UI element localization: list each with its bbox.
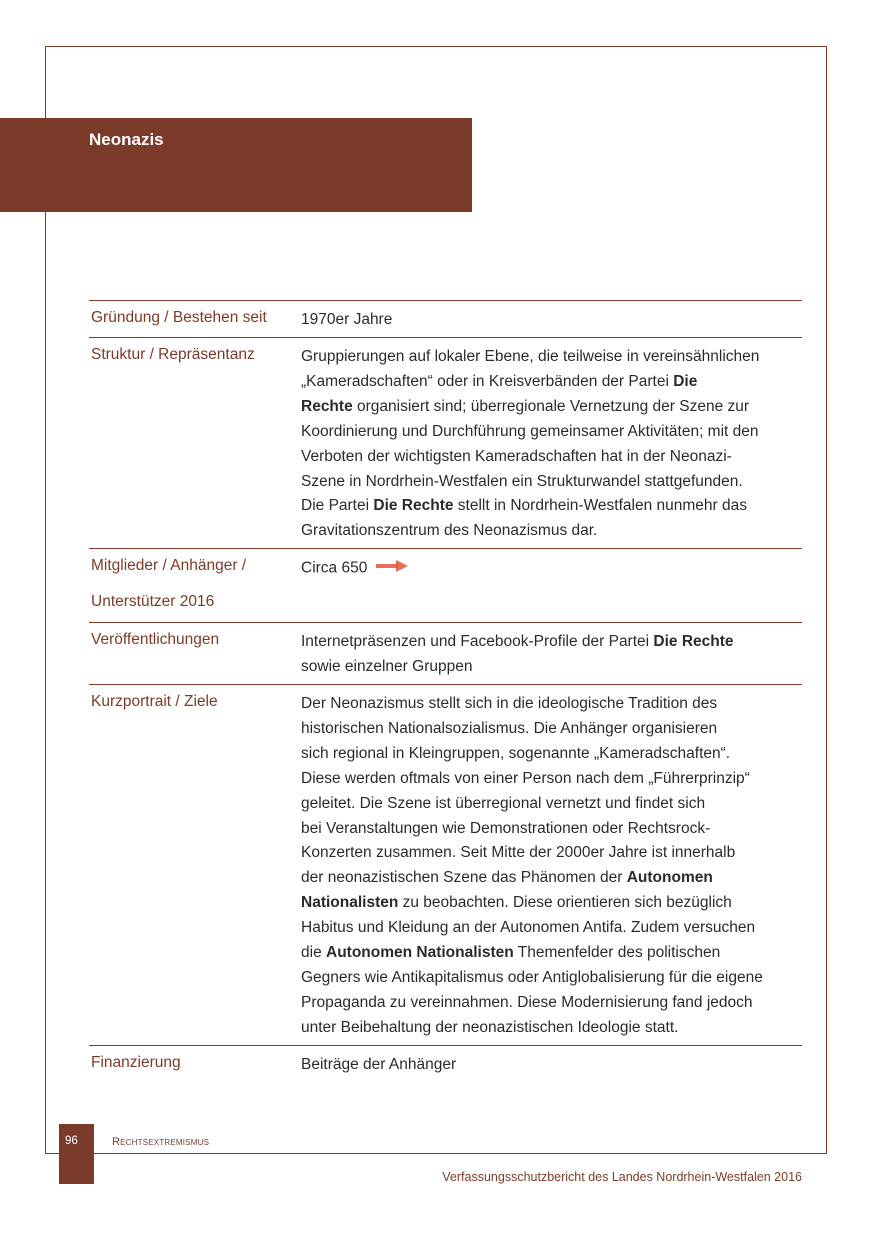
row-value: Gruppierungen auf lokaler Ebene, die teilweise in vereinsähnlichen „Kameradschaften“ oder in Kreisverbänden der Partei Die Rechte organisiert sind; überregionale Vernetzung der Szene zur Koordinierung und Durchführung gemeinsamer Aktivitäten; mit den Verboten der wichtigsten Kameradschaften hat in der Neonazi- Szene in Nordrhein-Westfalen ein Strukturwandel stattgefunden. Die Partei Die Rechte stellt in Nordrhein-Westfalen nunmehr das Gravitationszentrum des Neonazismus dar. xyxy=(301,348,760,540)
table-row xyxy=(89,548,802,622)
arrow-right-icon xyxy=(376,556,408,581)
row-label: Mitglieder / Anhänger / Unterstützer 2016 xyxy=(91,557,247,610)
row-label: Gründung / Bestehen seit xyxy=(91,309,267,326)
section-title: Neonazis xyxy=(89,130,164,149)
table-row xyxy=(89,684,802,1045)
section-title-band xyxy=(0,118,472,212)
fact-table xyxy=(89,300,802,1085)
row-value: 1970er Jahre xyxy=(301,311,393,328)
row-value: Beiträge der Anhänger xyxy=(301,1056,457,1073)
row-value: Der Neonazismus stellt sich in die ideologische Tradition des historischen Nationalsozialismus. Die Anhänger organisieren sich regional in Kleingruppen, sogenannte „Kameradschaften“. Diese werden oftmals von einer Person nach dem „Führerprinzip“ geleitet. Die Szene ist überregional vernetzt und findet sich bei Veranstaltungen wie Demonstrationen oder Rechtsrock- Konzerten zusammen. Seit Mitte der 2000er Jahre ist innerhalb der neonazistischen Szene das Phänomen der Autonomen Nationalisten zu beobachten. Diese orientieren sich bezüglich Habitus und Kleidung an der Autonomen Antifa. Zudem versuchen die Autonomen Nationalisten Themenfelder des politischen Gegners wie Antikapitalismus oder Antiglobalisierung für die eigene Propaganda zu vereinnahmen. Diese Modernisierung fand jedoch unter Beibehaltung der neonazistischen Ideologie statt. xyxy=(301,695,763,1036)
row-label: Finanzierung xyxy=(91,1054,181,1071)
table-row xyxy=(89,300,802,337)
table-row xyxy=(89,1045,802,1085)
row-label: Struktur / Repräsentanz xyxy=(91,346,255,363)
row-label: Kurzportrait / Ziele xyxy=(91,693,218,710)
table-row xyxy=(89,622,802,684)
table-row xyxy=(89,337,802,548)
row-label: Veröffentlichungen xyxy=(91,631,220,648)
row-value: Internetpräsenzen und Facebook-Profile der Partei Die Rechte sowie einzelner Gruppen xyxy=(301,633,734,675)
page-number: 96 xyxy=(65,1135,78,1147)
running-head: Rechtsextremismus xyxy=(112,1136,210,1148)
publication-footer: Verfassungsschutzbericht des Landes Nordrhein-Westfalen 2016 xyxy=(442,1170,802,1184)
page-number-box xyxy=(59,1124,94,1184)
row-value: Circa 650 xyxy=(301,556,802,615)
